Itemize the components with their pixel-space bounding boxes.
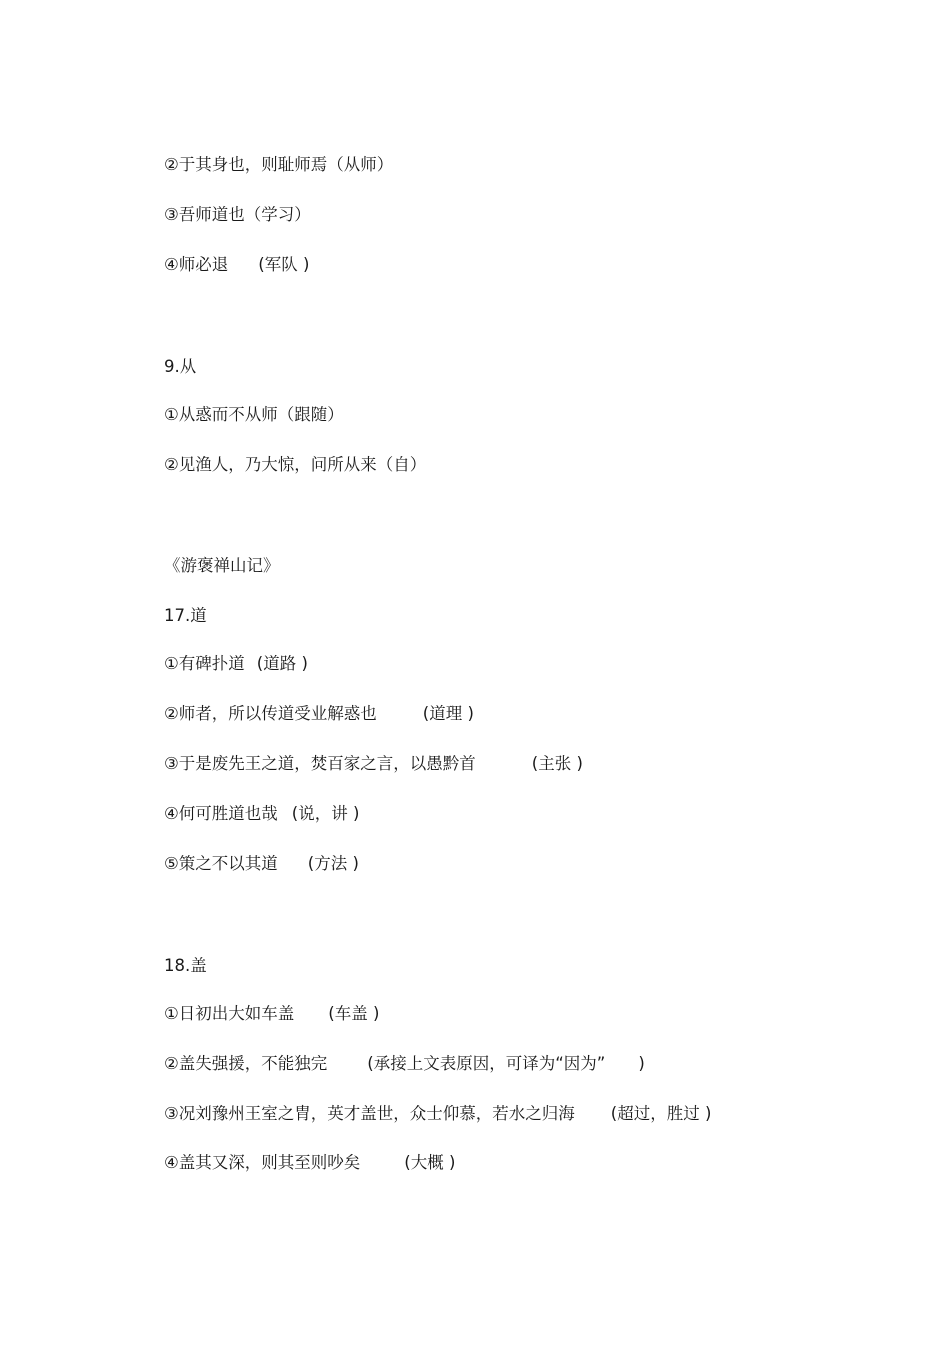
shi-item-2-text: ②于其身也，则耻师焉（从师） bbox=[163, 155, 394, 174]
article-title-text: 《游褒禅山记》 bbox=[163, 556, 280, 575]
gai-item-3-gloss: (超过，胜过 ) bbox=[610, 1104, 712, 1123]
gai-item-4-text: ④盖其又深，则其至则吵矣 bbox=[163, 1153, 361, 1172]
cong-heading bbox=[143, 331, 197, 376]
gai-item-1-gloss: (车盖 ) bbox=[328, 1004, 380, 1023]
dao-item-1-gloss: (道路 ) bbox=[256, 654, 308, 673]
dao-item-4 bbox=[143, 778, 360, 823]
dao-heading bbox=[143, 580, 207, 625]
gai-item-1-text: ①日初出大如车盖 bbox=[163, 1004, 295, 1023]
dao-item-1 bbox=[143, 628, 308, 673]
cong-item-2-text: ②见渔人，乃大惊，问所从来（自） bbox=[163, 455, 427, 474]
shi-item-4-gloss: (军队 ) bbox=[258, 255, 310, 274]
article-title bbox=[143, 530, 280, 575]
cong-item-2 bbox=[143, 429, 427, 474]
gai-item-2-text: ②盖失强援，不能独完 bbox=[163, 1054, 328, 1073]
gai-item-1 bbox=[143, 978, 380, 1023]
gai-item-2-gloss: (承接上文表原因，可译为“因为” ) bbox=[367, 1054, 645, 1073]
gai-heading-text: 18.盖 bbox=[163, 956, 207, 975]
gai-item-3 bbox=[143, 1078, 712, 1123]
gai-heading bbox=[143, 930, 207, 975]
gai-item-2 bbox=[143, 1028, 645, 1073]
dao-item-1-text: ①有碑扑道 bbox=[163, 654, 245, 673]
shi-item-4-text: ④师必退 bbox=[163, 255, 229, 274]
gai-item-3-text: ③况刘豫州王室之胄，英才盖世，众士仰慕，若水之归海 bbox=[163, 1104, 575, 1123]
dao-item-3 bbox=[143, 728, 583, 773]
cong-item-1 bbox=[143, 379, 344, 424]
dao-item-3-text: ③于是废先王之道，焚百家之言，以愚黔首 bbox=[163, 754, 476, 773]
shi-item-2 bbox=[143, 129, 394, 174]
gai-item-4 bbox=[143, 1127, 456, 1172]
dao-item-5-gloss: (方法 ) bbox=[307, 854, 359, 873]
dao-item-5 bbox=[143, 828, 359, 873]
shi-item-3-text: ③吾师道也（学习） bbox=[163, 205, 311, 224]
shi-item-4 bbox=[143, 229, 310, 274]
cong-heading-text: 9.从 bbox=[163, 357, 197, 376]
dao-item-4-text: ④何可胜道也哉 bbox=[163, 804, 278, 823]
dao-item-2 bbox=[143, 678, 474, 723]
gai-item-4-gloss: (大概 ) bbox=[404, 1153, 456, 1172]
dao-heading-text: 17.道 bbox=[163, 606, 207, 625]
dao-item-5-text: ⑤策之不以其道 bbox=[163, 854, 278, 873]
dao-item-2-text: ②师者，所以传道受业解惑也 bbox=[163, 704, 377, 723]
dao-item-4-gloss: (说，讲 ) bbox=[291, 804, 360, 823]
dao-item-2-gloss: (道理 ) bbox=[422, 704, 474, 723]
cong-item-1-text: ①从惑而不从师（跟随） bbox=[163, 405, 344, 424]
dao-item-3-gloss: (主张 ) bbox=[531, 754, 583, 773]
shi-item-3 bbox=[143, 179, 311, 224]
